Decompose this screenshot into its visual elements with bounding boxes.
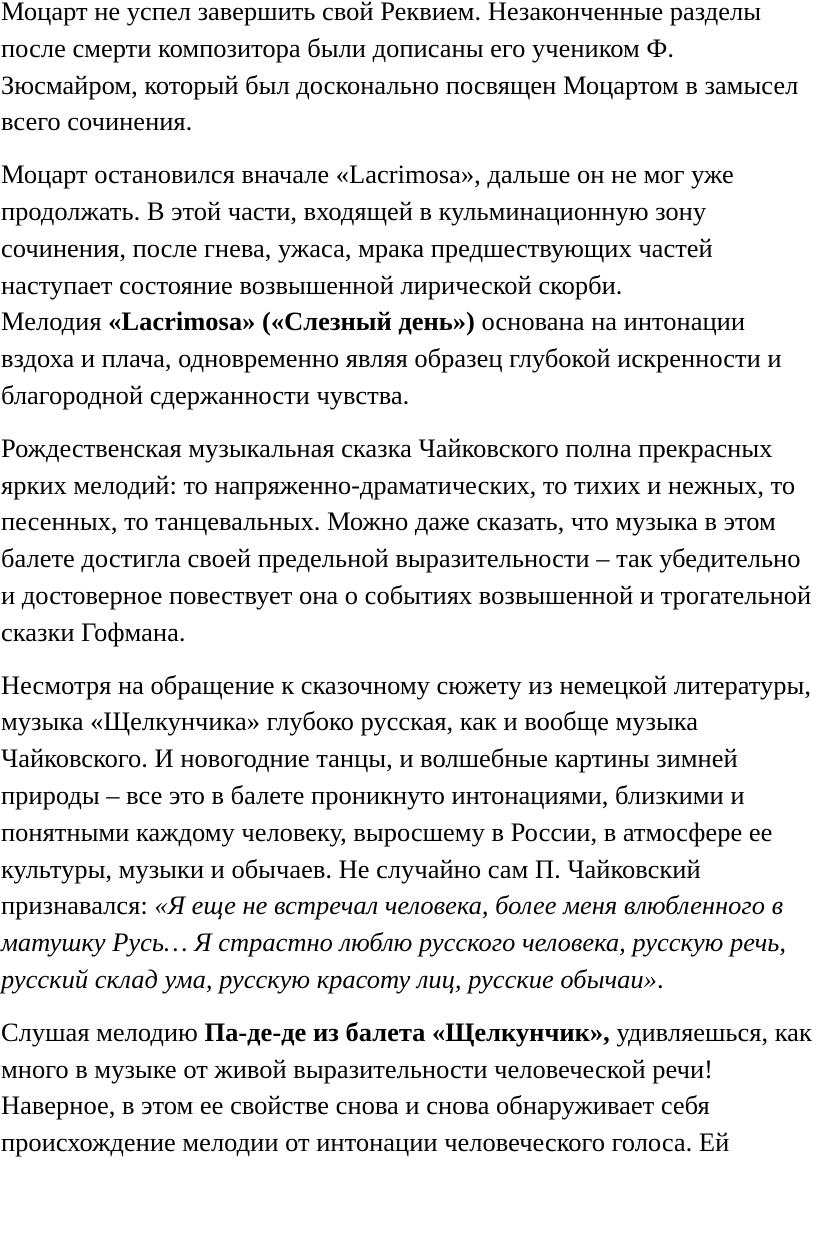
bold-pas-de-deux-title: Па-де-де из балета «Щелкунчик», (204, 1016, 610, 1047)
paragraph-text: Рождественская музыкальная сказка Чайковского полна прекрасных ярких мелодий: то напряженно-драматических, то тихих и нежных, то песенных, то танцевальных. Можно даже сказать, что музыка в этом балете достигла своей предельной выразительности – так убедительно и достоверное повествует она о событиях возвышенной и трогательной сказки Гофмана. (1, 432, 812, 647)
bold-lacrimosa-title: «Lacrimosa» («Слезный день») (108, 306, 475, 337)
paragraph-text: Моцарт остановился вначале «Lacrimosa», дальше он не мог уже продолжать. В этой части, входящей в кульминационную зону сочинения, после гнева, ужаса, мрака предшествующих частей наступает состояние возвышенной лирической скорби. (1, 159, 734, 300)
paragraph-text: Моцарт не успел завершить свой Реквием. Незаконченные разделы после смерти композитора были дописаны его учеником Ф. Зюсмайром, который был досконально посвящен Моцартом в замысел всего сочинения. (1, 0, 799, 137)
paragraph-requiem-unfinished (1, 0, 816, 140)
paragraph-text-before: Мелодия (1, 306, 109, 337)
paragraph-nutcracker-russian (1, 667, 816, 998)
paragraph-lacrimosa-stop (1, 156, 816, 303)
paragraph-pas-de-deux (1, 1014, 816, 1161)
paragraph-nutcracker-tale (1, 430, 816, 651)
paragraph-text-after: . (656, 963, 664, 994)
paragraph-text-before: Слушая мелодию (1, 1016, 205, 1047)
paragraph-text-before: Несмотря на обращение к сказочному сюжету из немецкой литературы, музыка «Щелкунчика» глубоко русская, как и вообще музыка Чайковского. И новогодние танцы, и волшебные картины зимней природы – все это в балете проникнуто интонациями, близкими и понятными каждому человеку, выросшему в России, в атмосфере ее культуры, музыки и обычаев. Не случайно сам П. Чайковский признавался: (1, 669, 811, 921)
paragraph-lacrimosa-melody (1, 303, 816, 413)
italic-tchaikovsky-quote: «Я еще не встречал человека, более меня влюбленного в матушку Русь… Я страстно люблю русского человека, русскую речь, русский склад ума, русскую красоту лиц, русские обычаи» (1, 890, 786, 994)
paragraph-text-after: удивляешься, как много в музыке от живой выразительности человеческой речи! Наверное, в этом ее свойстве снова и снова обнаруживает себя происхождение мелодии от интонации человеческого голоса. Ей (1, 1016, 812, 1158)
paragraph-text-after: основана на интонации вздоха и плача, одновременно являя образец глубокой искренности и благородной сдержанности чувства. (1, 306, 782, 410)
